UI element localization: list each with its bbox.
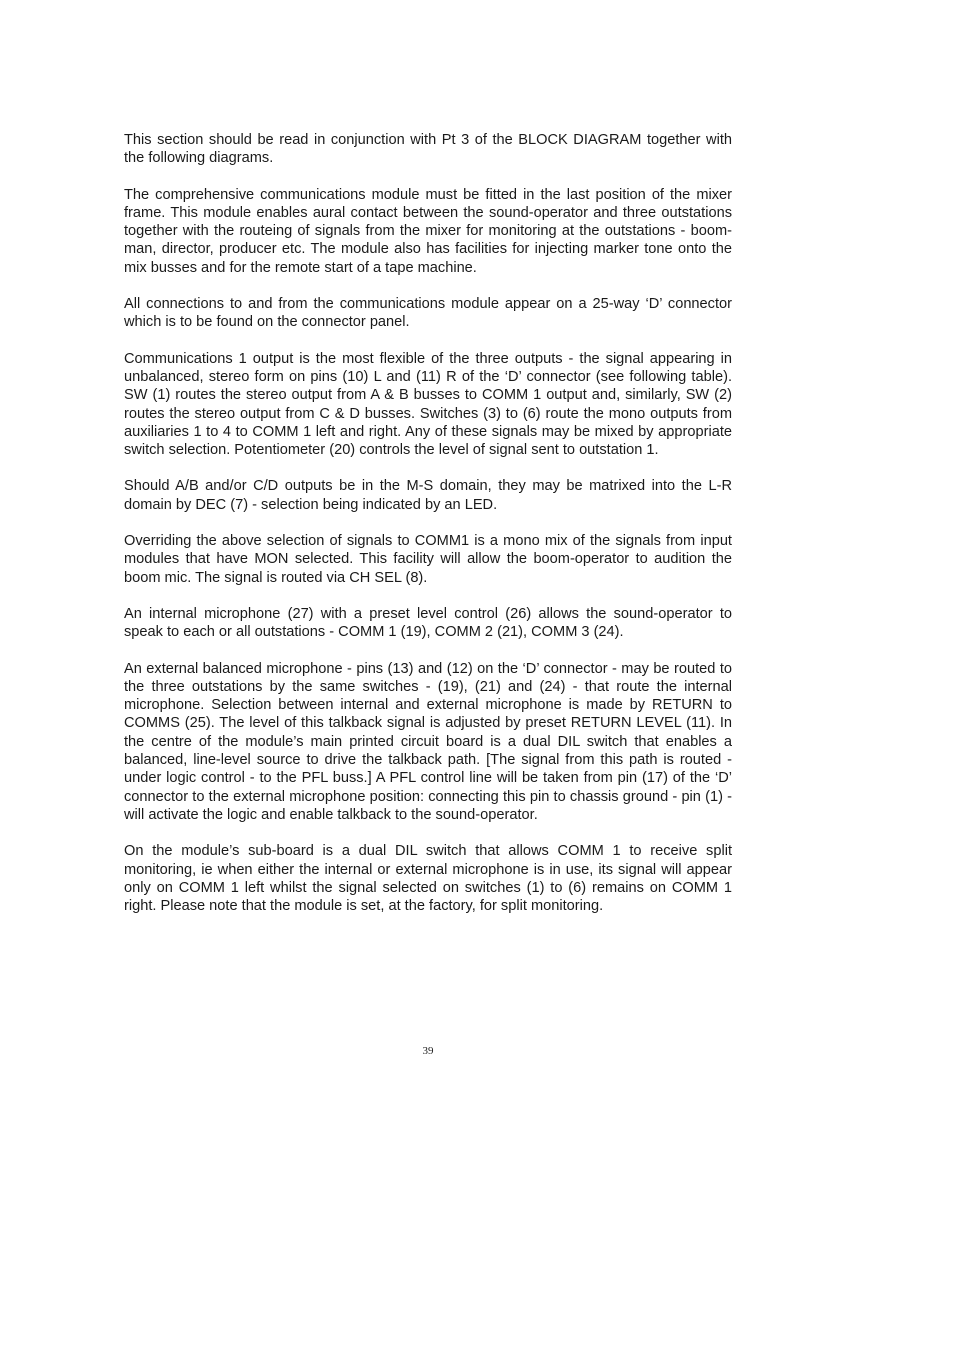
paragraph-intro: This section should be read in conjunction with Pt 3 of the BLOCK DIAGRAM together with the following diagrams. [124, 132, 732, 167]
body-text [124, 131, 732, 933]
paragraph-comm1-output: Communications 1 output is the most flexible of the three outputs - the signal appearing in unbalanced, stereo form on pins (10) L and (11) R of the ‘D’ connector (see following table). SW (1) routes the stereo output from A & B busses to COMM 1 output and, similarly, SW (2) routes the stereo output from C & D busses. Switches (3) to (6) route the mono outputs from auxiliaries 1 to 4 to COMM 1 left and right. Any of these signals may be mixed by appropriate switch selection. Potentiometer (20) controls the level of signal sent to outstation 1. [124, 350, 732, 459]
paragraph-ms-domain: Should A/B and/or C/D outputs be in the M-S domain, they may be matrixed into the L-R domain by DEC (7) - selection being indicated by an LED. [124, 478, 732, 513]
paragraph-module-overview: The comprehensive communications module must be fitted in the last position of the mixer frame. This module enables aural contact between the sound-operator and three outstations together with the routeing of signals from the mixer for monitoring at the outstations - boom-man, director, producer etc. The module also has facilities for injecting marker tone onto the mix busses and for the remote start of a tape machine. [124, 186, 732, 276]
paragraph-split-monitoring: On the module’s sub-board is a dual DIL switch that allows COMM 1 to receive split monitoring, ie when either the internal or external microphone is in use, its signal will appear only on COMM 1 left whilst the signal selected on switches (1) to (6) remains on COMM 1 right. Please note that the module is set, at the factory, for split monitoring. [124, 843, 732, 915]
paragraph-connections: All connections to and from the communications module appear on a 25-way ‘D’ connector which is to be found on the connector panel. [124, 296, 732, 331]
page-number: 39 [422, 1045, 434, 1057]
paragraph-override: Overriding the above selection of signals to COMM1 is a mono mix of the signals from input modules that have MON selected. This facility will allow the boom-operator to audition the boom mic. The signal is routed via CH SEL (8). [124, 533, 732, 586]
paragraph-internal-mic: An internal microphone (27) with a preset level control (26) allows the sound-operator to speak to each or all outstations - COMM 1 (19), COMM 2 (21), COMM 3 (24). [124, 605, 732, 641]
paragraph-external-mic: An external balanced microphone - pins (13) and (12) on the ‘D’ connector - may be routed to the three outstations by the same switches - (19), (21) and (24) - that route the internal microphone. Selection between internal and external microphone is made by RETURN to COMMS (25). The level of this talkback signal is adjusted by preset RETURN LEVEL (11). In the centre of the module’s main printed circuit board is a dual DIL switch that enables a balanced, line-level source to drive the talkback path. [The signal from this path is routed - under logic control - to the PFL buss.] A PFL control line will be taken from pin (17) of the ‘D’ connector to the external microphone position: connecting this pin to chassis ground - pin (1) - will activate the logic and enable talkback to the sound-operator. [124, 660, 732, 823]
